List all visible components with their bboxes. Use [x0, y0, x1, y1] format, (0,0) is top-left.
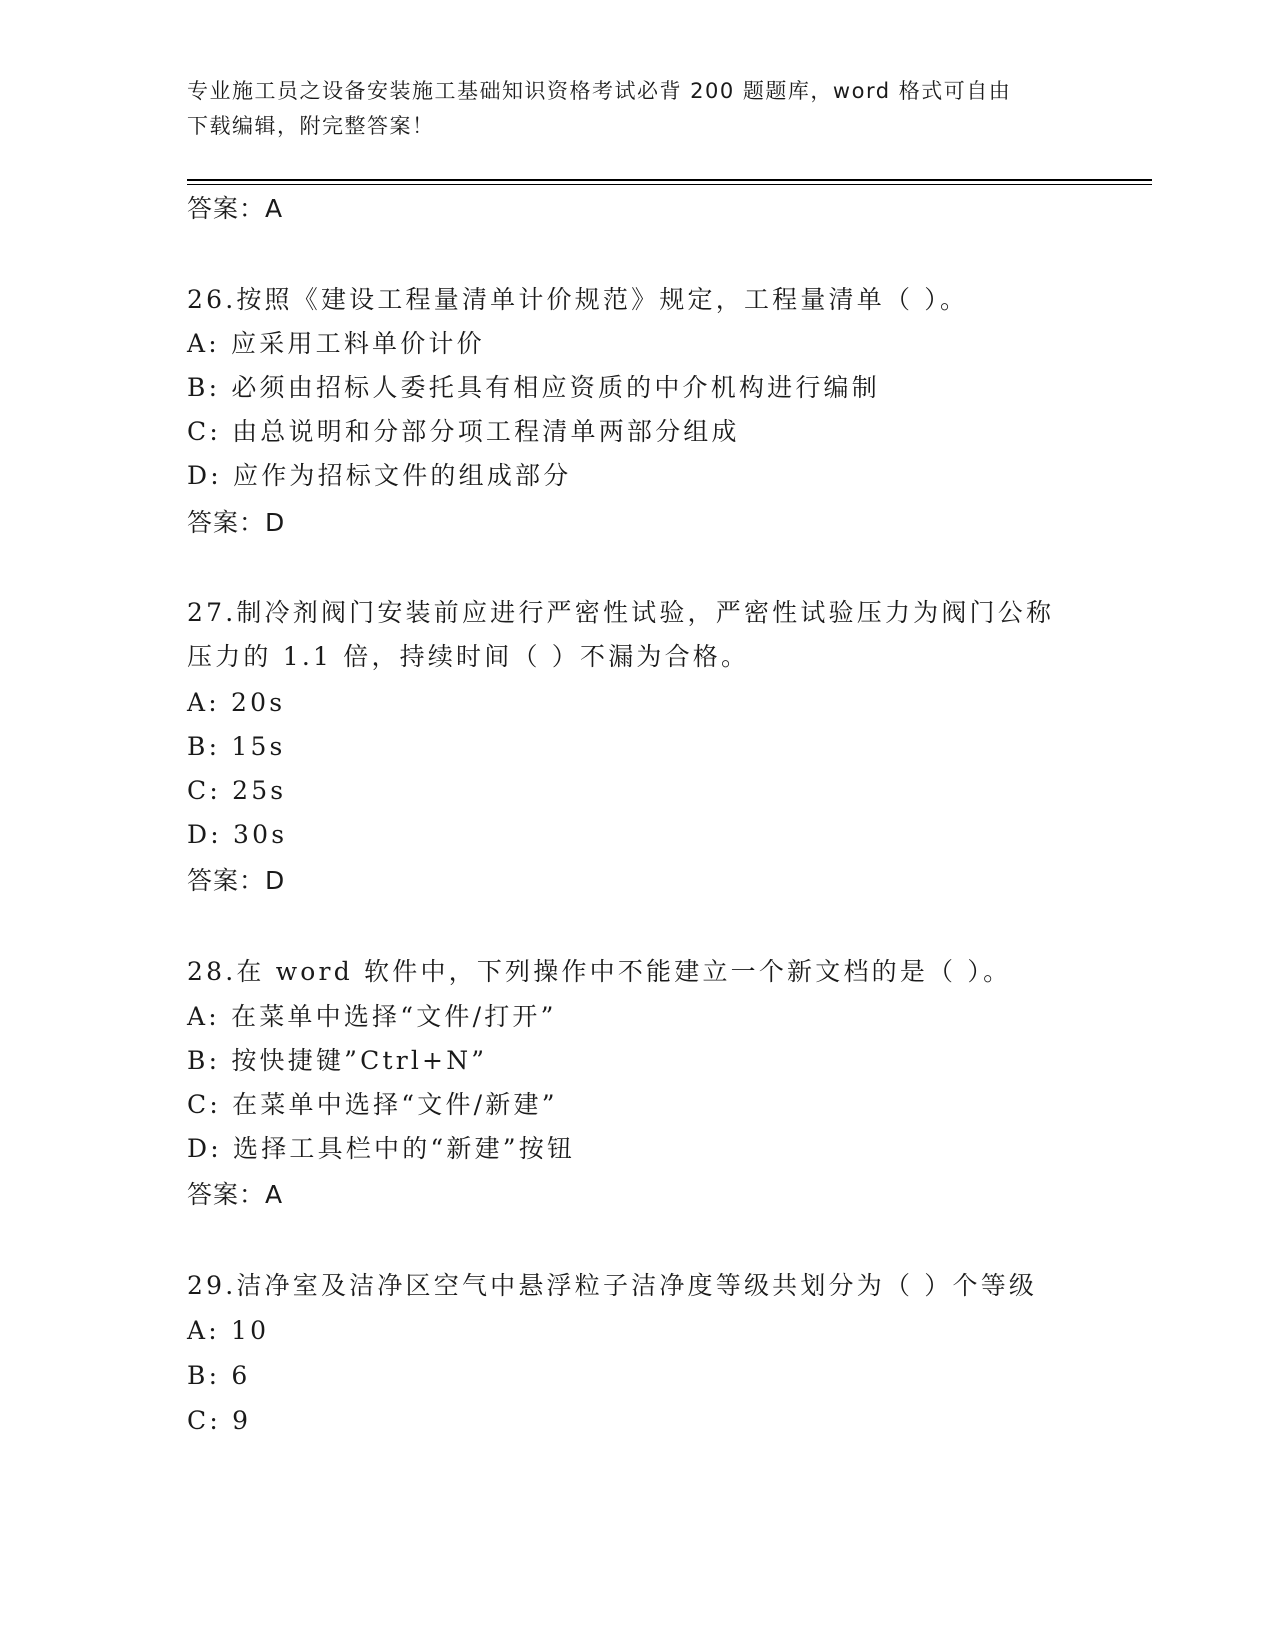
q26-option-c: C: 由总说明和分部分项工程清单两部分组成	[187, 417, 740, 446]
q27-option-a: A: 20s	[187, 688, 286, 717]
answer-25: 答案：A	[187, 194, 284, 223]
q28-option-d: D: 选择工具栏中的“新建”按钮	[187, 1134, 576, 1163]
q29-option-a: A: 10	[187, 1316, 270, 1345]
q27-option-c: C: 25s	[187, 776, 287, 805]
question-26: 26.按照《建设工程量清单计价规范》规定，工程量清单（ ）。	[187, 285, 969, 314]
header-divider	[187, 179, 1152, 181]
answer-28: 答案：A	[187, 1180, 284, 1209]
question-29: 29.洁净室及洁净区空气中悬浮粒子洁净度等级共划分为（ ）个等级	[187, 1271, 1038, 1300]
q26-option-b: B: 必须由招标人委托具有相应资质的中介机构进行编制	[187, 373, 880, 402]
header-line-2: 下载编辑，附完整答案！	[187, 114, 435, 138]
q28-option-a: A: 在菜单中选择“文件/打开”	[187, 1002, 557, 1031]
q26-option-d: D: 应作为招标文件的组成部分	[187, 461, 572, 490]
answer-27: 答案：D	[187, 866, 286, 895]
q28-option-c: C: 在菜单中选择“文件/新建”	[187, 1090, 558, 1119]
q27-option-b: B: 15s	[187, 732, 286, 761]
answer-26: 答案：D	[187, 508, 286, 537]
document-header	[187, 74, 1067, 144]
q28-option-b: B: 按快捷键”Ctrl+N”	[187, 1046, 488, 1075]
question-27-line-1: 27.制冷剂阀门安装前应进行严密性试验，严密性试验压力为阀门公称	[187, 598, 1055, 627]
q29-option-b: B: 6	[187, 1361, 251, 1390]
question-27-line-2: 压力的 1.1 倍，持续时间（ ）不漏为合格。	[187, 642, 750, 671]
q26-option-a: A: 应采用工料单价计价	[187, 329, 485, 358]
header-line-1: 专业施工员之设备安装施工基础知识资格考试必背 200 题题库，word 格式可自由	[187, 79, 1012, 103]
question-28: 28.在 word 软件中，下列操作中不能建立一个新文档的是（ ）。	[187, 957, 1012, 986]
q29-option-c: C: 9	[187, 1406, 252, 1435]
header-divider-thin	[187, 184, 1152, 185]
q27-option-d: D: 30s	[187, 820, 288, 849]
